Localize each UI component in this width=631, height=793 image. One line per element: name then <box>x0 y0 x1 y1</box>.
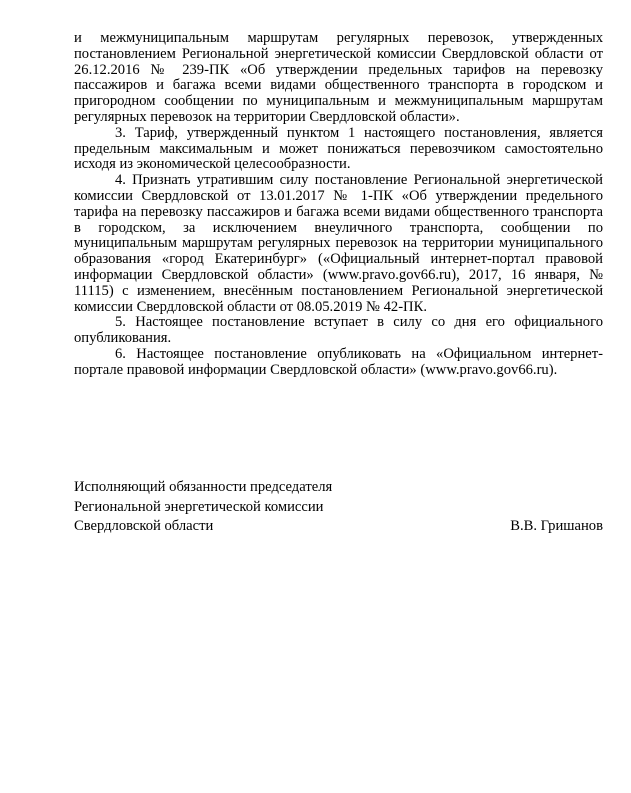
signatory-name: В.В. Гришанов <box>510 518 603 534</box>
paragraph-item-5: 5. Настоящее постановление вступает в силу со дня его официального опубликования. <box>74 314 603 347</box>
document-body <box>74 31 603 379</box>
signatory-position-line2: Региональной энергетической комиссии <box>74 498 324 515</box>
signatory-position-line3-row <box>74 517 603 537</box>
paragraph-continuation: и межмуниципальным маршрутам регулярных перевозок, утвержденных постановлением Региональной энергетической комиссии Свердловской области от 26.12.2016 № 239-ПК «Об утверждении предельных тарифов на перевозку пассажиров и багажа всеми видами общественного транспорта в городском и пригородном сообщении по муниципальным и межмуниципальным маршрутам регулярных перевозок на территории Свердловской области». <box>74 30 603 125</box>
paragraph-item-6: 6. Настоящее постановление опубликовать на «Официальном интернет-портале правовой информации Свердловской области» (www.pravo.gov66.ru). <box>74 345 603 378</box>
signatory-position-line1: Исполняющий обязанности председателя <box>74 479 333 495</box>
signature-block <box>74 478 603 537</box>
paragraph-item-4: 4. Признать утратившим силу постановление Региональной энергетической комиссии Свердловской от 13.01.2017 № 1-ПК «Об утверждении предельного тарифа на перевозку пассажиров и багажа всеми видами общественного транспорта в городском, за исключением внеуличного транспорта, сообщении по муниципальным маршрутам регулярных перевозок на территории муниципального образования «город Екатеринбург» («Официальный интернет-портал правовой информации Свердловской области» (www.pravo.gov66.ru), 2017, 16 января, № 11115) с изменением, внесённым постановлением Региональной энергетической комиссии Свердловской области от 08.05.2019 № 42-ПК. <box>74 172 603 315</box>
paragraph-item-3: 3. Тариф, утвержденный пунктом 1 настоящего постановления, является предельным максимальным и может понижаться перевозчиком самостоятельно исходя из экономической целесообразности. <box>74 124 603 173</box>
signatory-position-line3: Свердловской области <box>74 518 214 534</box>
